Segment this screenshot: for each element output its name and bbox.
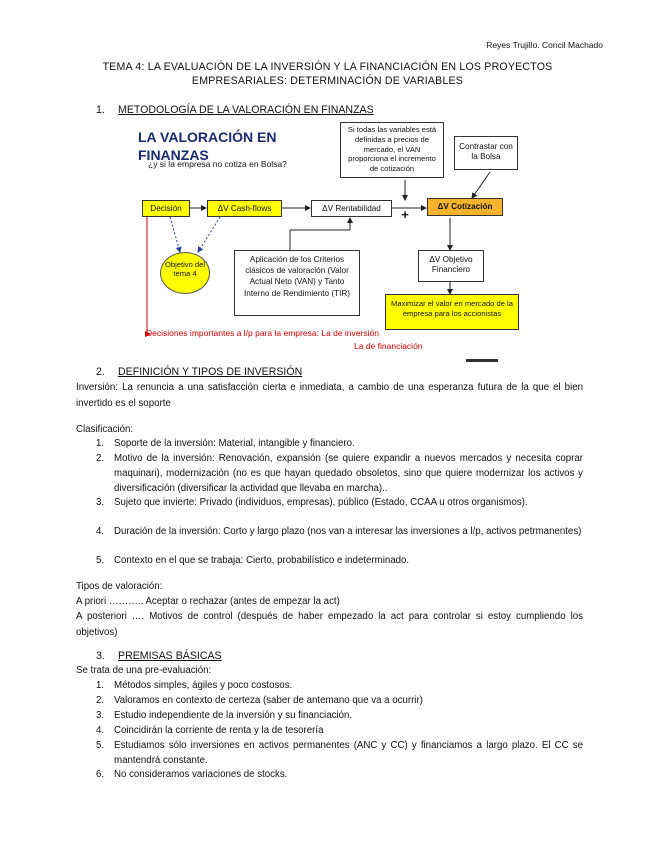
maximizar-valor-box: Maximizar el valor en mercado de la empresa para los accionistas bbox=[385, 294, 519, 330]
tipos-label: Tipos de valoración: bbox=[76, 581, 163, 592]
arrow-contrastar-cotizacion bbox=[472, 172, 490, 198]
section-2-heading bbox=[96, 366, 302, 378]
arrow-cashflows-objetivo bbox=[198, 217, 220, 252]
plus-sign: + bbox=[401, 207, 409, 222]
note-van-box: Si todas las variables está definidas a precios de mercado, el VAN proporciona el incremento de cotización bbox=[340, 122, 444, 178]
author-header: Reyes Trujillo. Concil Machado bbox=[486, 40, 603, 50]
diagram-title: LA VALORACIÓN EN FINANZAS bbox=[138, 129, 277, 163]
document-title: TEMA 4: LA EVALUACIÓN DE LA INVERSIÓN Y LA FINANCIACIÓN EN LOS PROYECTOS EMPRESARIALES: DETERMINACIÓN DE VARIABLES bbox=[102, 61, 553, 87]
a-posteriori-text: A posteriori …. Motivos de control (después de haber empezado la act para controlar si estoy cumpliendo los objetivos) bbox=[76, 611, 583, 638]
arrow-decision-objetivo bbox=[170, 217, 180, 252]
contrastar-bolsa-box: Contrastar con la Bolsa bbox=[454, 136, 518, 170]
section-title: PREMISAS BÁSICAS bbox=[118, 650, 222, 662]
objetivo-tema-ellipse: Objetivo del tema 4 bbox=[160, 252, 210, 294]
list-item: 1. Soporte de la inversión: Material, intangible y financiero. bbox=[96, 438, 355, 449]
list-item: 3. Estudio independiente de la inversión y su financiación. bbox=[96, 710, 353, 721]
list-item: 4. Duración de la inversión: Corto y largo plazo (nos van a interesar las inversiones a l/p, activos petrmanentes) bbox=[96, 526, 582, 537]
list-item: 2. Motivo de la inversión: Renovación, expansión (se quiere expandir a nuevos mercados y necesita coprar maquinari), modernización (no es que hayan quedado obsoletos, sino que quiere modernizar los activos y diversificación (diversificar la actividad que llevaba en marcha).. bbox=[96, 453, 583, 494]
section-number: 1. bbox=[96, 104, 105, 116]
list-item: 2. Valoramos en contexto de certeza (saber de antemano que va a ocurrir) bbox=[96, 695, 423, 706]
section-number: 2. bbox=[96, 366, 105, 378]
cash-flows-box: ΔV Cash-flows bbox=[207, 200, 282, 217]
list-item: 4. Coincidirán la corriente de renta y la de tesorería bbox=[96, 725, 324, 736]
financiacion-text: La de financiación bbox=[354, 341, 423, 351]
inversion-definition: Inversión: La renuncia a una satisfacción cierta e inmediata, a cambio de una esperanza futura de la que el bien invertido es el soporte bbox=[76, 382, 583, 409]
section-3-heading bbox=[96, 650, 222, 662]
aplicacion-criterios-box: Aplicación de los Criterios clásicos de valoración (Valor Actual Neto (VAN) y Tanto Interno de Rendimiento (TIR) bbox=[234, 250, 360, 316]
list-item: 5. Contexto en el que se trabaja: Cierto, probabilístico e indeterminado. bbox=[96, 555, 410, 566]
list-item: 1. Métodos simples, ágiles y poco costosos. bbox=[96, 680, 293, 691]
a-priori-text: A priori ……….. Aceptar o rechazar (antes de empezar la act) bbox=[76, 596, 340, 607]
list-item: 6. No consideramos variaciones de stocks. bbox=[96, 769, 288, 780]
cotizacion-box: ΔV Cotización bbox=[427, 198, 503, 216]
premisas-intro: Se trata de una pre-evaluación: bbox=[76, 665, 212, 676]
rentabilidad-box: ΔV Rentabilidad bbox=[311, 200, 392, 217]
clasificacion-label: Clasificación: bbox=[76, 424, 134, 435]
section-number: 3. bbox=[96, 650, 105, 662]
section-title: METODOLOGÍA DE LA VALORACIÓN EN FINANZAS bbox=[118, 104, 374, 116]
dark-mark bbox=[466, 359, 498, 362]
valuation-diagram bbox=[140, 122, 530, 362]
section-1-heading bbox=[96, 104, 374, 116]
objetivo-financiero-box: ΔV Objetivo Financiero bbox=[418, 250, 484, 282]
decisiones-text: Decisiones importantes a l/p para la empresa: La de inversión bbox=[146, 328, 379, 338]
section-title: DEFINICIÓN Y TIPOS DE INVERSIÓN bbox=[118, 366, 303, 378]
diagram-question: ¿y si la empresa no cotiza en Bolsa? bbox=[148, 159, 287, 169]
list-item: 5. Estudiamos sólo inversiones en activos permanentes (ANC y CC) y financiamos a largo plazo. El CC se mantendrá constante. bbox=[96, 740, 583, 766]
decision-box: Decisión bbox=[142, 200, 190, 217]
list-item: 3. Sujeto que invierte: Privado (individuos, empresas), público (Estado, CCAA u otros organismos). bbox=[96, 497, 528, 508]
